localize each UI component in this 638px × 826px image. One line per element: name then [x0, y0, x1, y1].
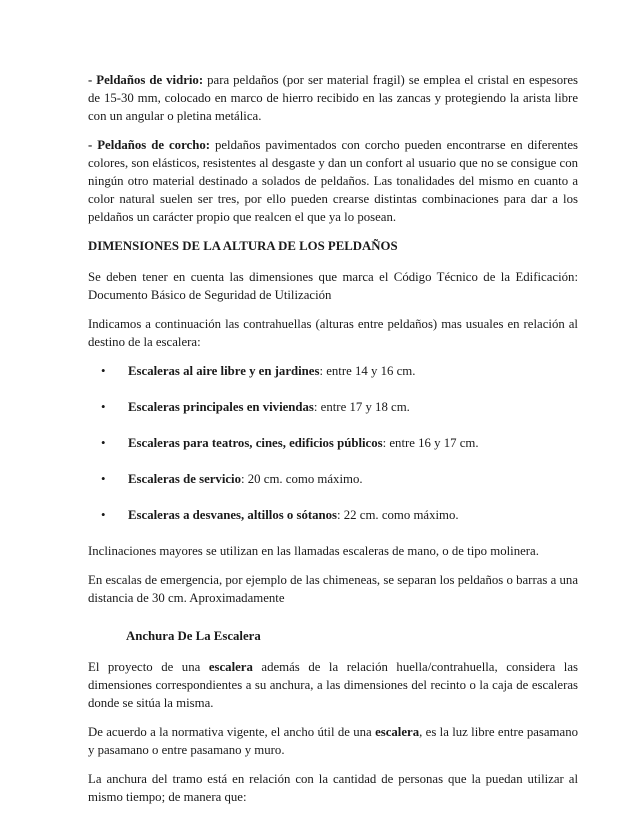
text-fragment: , es la luz libre entre pasamano y pasamano o entre pasamano y muro. [88, 725, 578, 757]
list-item [88, 398, 578, 416]
list-item-label: Escaleras principales en viviendas [128, 400, 314, 414]
paragraph-contrahuellas: Indicamos a continuación las contrahuellas (alturas entre peldaños) mas usuales en relación al destino de la escalera: [88, 317, 578, 349]
section-heading-anchura: Anchura De La Escalera [126, 629, 261, 643]
bullet-icon: • [101, 472, 106, 486]
bullet-icon: • [101, 400, 106, 414]
text-vidrio: para peldaños (por ser material fragil) se emplea el cristal en espesores de 15-30 mm, colocado en marco de hierro recibido en las zancas y protegiendo la arista libre con un angular o pletina metálica. [88, 73, 579, 123]
list-item-label: Escaleras de servicio [128, 472, 242, 486]
paragraph-inclinaciones: Inclinaciones mayores se utilizan en las llamadas escaleras de mano, o de tipo molinera. [88, 544, 539, 558]
term-escalera: escalera [375, 725, 420, 739]
contrahuella-list [88, 362, 578, 524]
paragraph-anchura-tramo: La anchura del tramo está en relación con la cantidad de personas que la puedan utilizar al mismo tiempo; de manera que: [88, 772, 578, 804]
text-fragment: De acuerdo a la normativa vigente, el ancho útil de una [88, 725, 376, 739]
term-vidrio: - Peldaños de vidrio: [88, 73, 204, 87]
bullet-icon: • [101, 436, 106, 450]
text-fragment: El proyecto de una [88, 660, 209, 674]
list-item [88, 434, 578, 452]
list-item [88, 506, 578, 524]
section-heading-altura: DIMENSIONES DE LA ALTURA DE LOS PELDAÑOS [88, 239, 398, 253]
list-item-value: : 20 cm. como máximo. [241, 472, 363, 486]
list-item-label: Escaleras para teatros, cines, edificios públicos [128, 436, 383, 450]
paragraph-proyecto [88, 658, 578, 712]
list-item-label: Escaleras a desvanes, altillos o sótanos [128, 508, 338, 522]
text-fragment: además de la relación huella/contrahuella, considera las dimensiones correspondientes a su anchura, a las dimensiones del recinto o la caja de escaleras donde se sitúa la misma. [88, 660, 578, 710]
text-corcho: peldaños pavimentados con corcho pueden encontrarse en diferentes colores, son elásticos, resistentes al desgaste y dan un confort al usuario que no se consigue con ningún otro material destinado a solados de peldaños. Las tonalidades del mismo en cuanto a color natural suelen ser tres, por ello pueden crearse distintas combinaciones para dar a los peldaños un carácter propio que realcen el que ya lo posean. [88, 138, 578, 224]
list-item-label: Escaleras al aire libre y en jardines [128, 364, 320, 378]
list-item [88, 362, 578, 380]
list-item-value: : 22 cm. como máximo. [337, 508, 459, 522]
paragraph-corcho [88, 136, 578, 226]
term-corcho: - Peldaños de corcho: [88, 138, 210, 152]
term-escalera: escalera [208, 660, 253, 674]
paragraph-emergencia: En escalas de emergencia, por ejemplo de las chimeneas, se separan los peldaños o barras a una distancia de 30 cm. Aproximadamente [88, 573, 578, 605]
bullet-icon: • [101, 508, 106, 522]
list-item [88, 470, 578, 488]
paragraph-normativa [88, 723, 578, 759]
bullet-icon: • [101, 364, 106, 378]
list-item-value: : entre 14 y 16 cm. [319, 364, 416, 378]
list-item-value: : entre 17 y 18 cm. [313, 400, 410, 414]
list-item-value: : entre 16 y 17 cm. [382, 436, 479, 450]
paragraph-vidrio [88, 71, 578, 125]
paragraph-codigo-tecnico: Se deben tener en cuenta las dimensiones que marca el Código Técnico de la Edificación: Documento Básico de Seguridad de Utilización [88, 270, 578, 302]
